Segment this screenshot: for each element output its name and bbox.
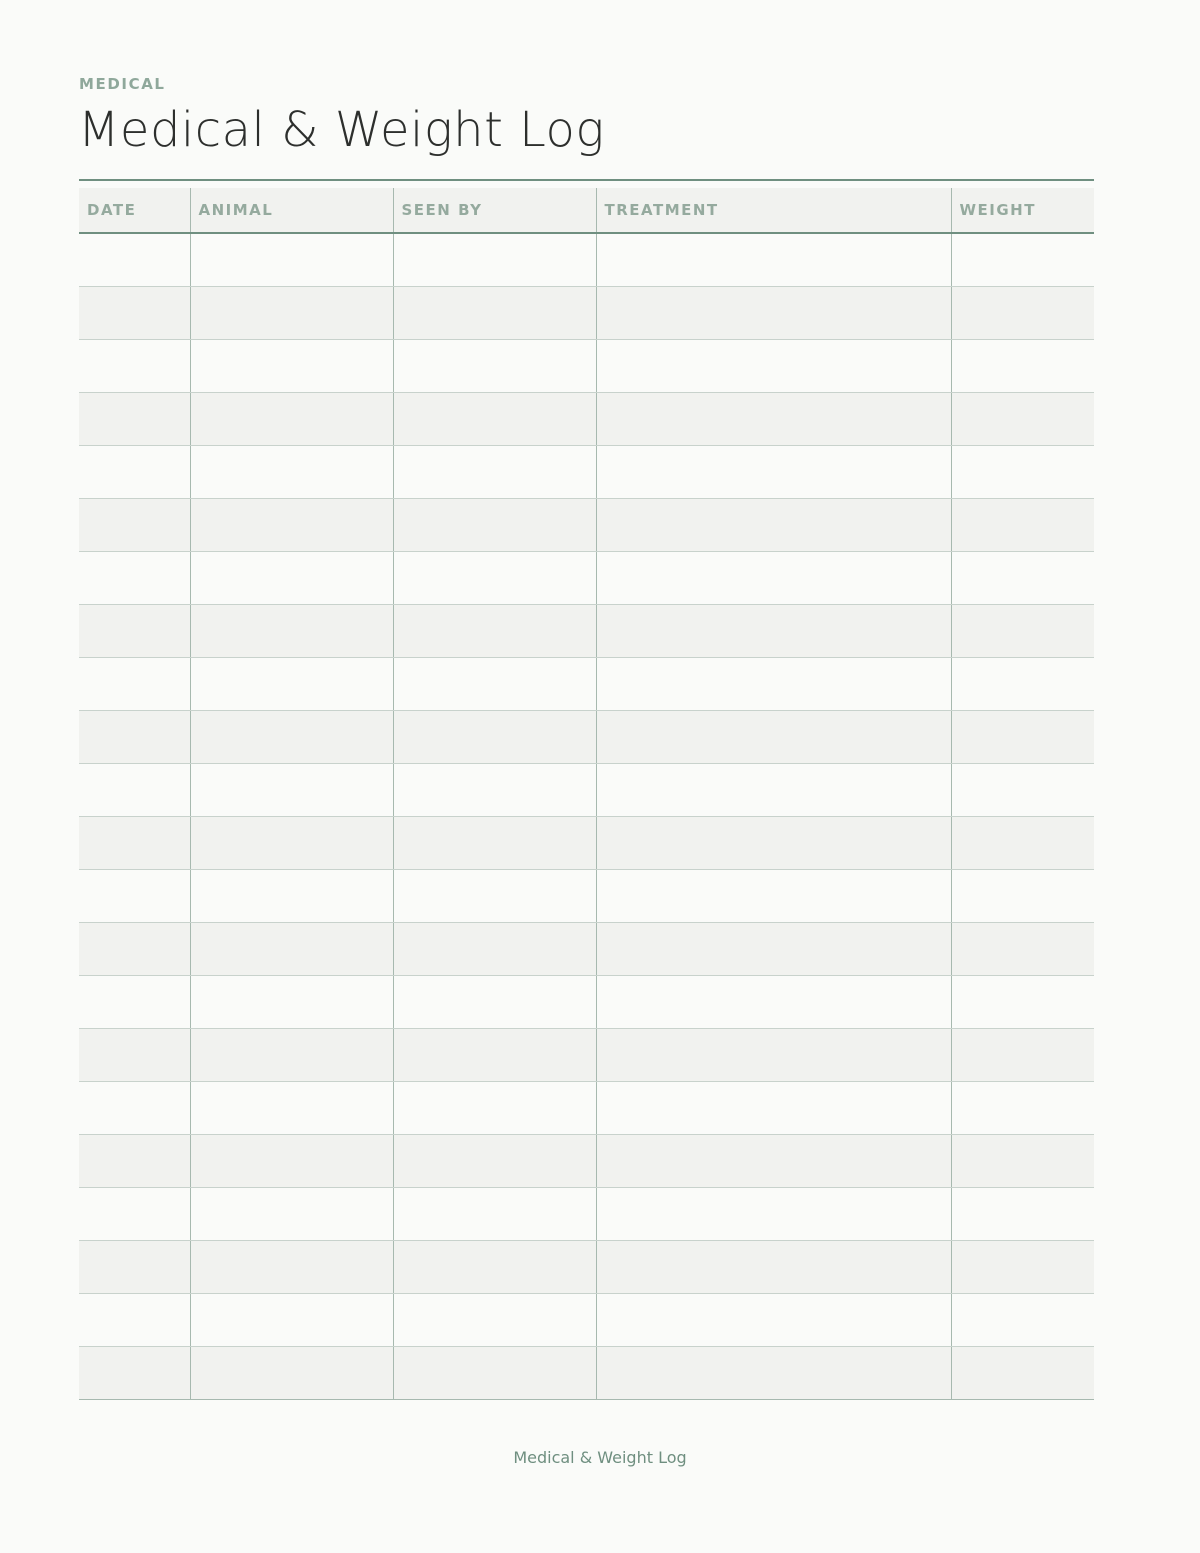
column-header-animal: ANIMAL xyxy=(190,188,393,233)
table-row xyxy=(79,922,1094,975)
page-footer: Medical & Weight Log xyxy=(513,1448,687,1467)
cell-seen-by[interactable] xyxy=(393,1187,596,1240)
cell-seen-by[interactable] xyxy=(393,1293,596,1346)
cell-seen-by[interactable] xyxy=(393,392,596,445)
cell-date[interactable] xyxy=(79,1346,190,1399)
cell-treatment[interactable] xyxy=(596,975,951,1028)
cell-weight[interactable] xyxy=(951,1240,1094,1293)
cell-date[interactable] xyxy=(79,922,190,975)
table-row xyxy=(79,1293,1094,1346)
cell-date[interactable] xyxy=(79,339,190,392)
cell-animal[interactable] xyxy=(190,1293,393,1346)
cell-seen-by[interactable] xyxy=(393,763,596,816)
table-row xyxy=(79,1187,1094,1240)
cell-seen-by[interactable] xyxy=(393,710,596,763)
table-row xyxy=(79,1134,1094,1187)
cell-treatment[interactable] xyxy=(596,551,951,604)
cell-animal[interactable] xyxy=(190,392,393,445)
cell-treatment[interactable] xyxy=(596,1187,951,1240)
cell-seen-by[interactable] xyxy=(393,445,596,498)
cell-weight[interactable] xyxy=(951,1293,1094,1346)
cell-seen-by[interactable] xyxy=(393,286,596,339)
cell-weight[interactable] xyxy=(951,869,1094,922)
column-header-treatment: TREATMENT xyxy=(596,188,951,233)
medical-weight-log-table xyxy=(79,188,1094,1400)
cell-treatment[interactable] xyxy=(596,233,951,286)
cell-seen-by[interactable] xyxy=(393,1346,596,1399)
cell-treatment[interactable] xyxy=(596,710,951,763)
cell-animal[interactable] xyxy=(190,869,393,922)
cell-treatment[interactable] xyxy=(596,922,951,975)
cell-weight[interactable] xyxy=(951,816,1094,869)
table-row xyxy=(79,1028,1094,1081)
table-row xyxy=(79,657,1094,710)
table-row xyxy=(79,975,1094,1028)
cell-weight[interactable] xyxy=(951,1134,1094,1187)
table-row xyxy=(79,286,1094,339)
table-row xyxy=(79,1346,1094,1399)
title-divider xyxy=(79,179,1094,181)
column-header-seen-by: SEEN BY xyxy=(393,188,596,233)
cell-seen-by[interactable] xyxy=(393,1081,596,1134)
cell-animal[interactable] xyxy=(190,1081,393,1134)
cell-weight[interactable] xyxy=(951,1346,1094,1399)
cell-weight[interactable] xyxy=(951,1187,1094,1240)
cell-date[interactable] xyxy=(79,1081,190,1134)
cell-seen-by[interactable] xyxy=(393,657,596,710)
cell-weight[interactable] xyxy=(951,763,1094,816)
table-row xyxy=(79,816,1094,869)
cell-animal[interactable] xyxy=(190,1028,393,1081)
cell-seen-by[interactable] xyxy=(393,922,596,975)
cell-seen-by[interactable] xyxy=(393,869,596,922)
cell-animal[interactable] xyxy=(190,604,393,657)
cell-treatment[interactable] xyxy=(596,763,951,816)
cell-weight[interactable] xyxy=(951,286,1094,339)
cell-date[interactable] xyxy=(79,286,190,339)
table-row xyxy=(79,604,1094,657)
table-row xyxy=(79,233,1094,286)
cell-treatment[interactable] xyxy=(596,1134,951,1187)
cell-treatment[interactable] xyxy=(596,498,951,551)
cell-animal[interactable] xyxy=(190,816,393,869)
cell-animal[interactable] xyxy=(190,657,393,710)
cell-seen-by[interactable] xyxy=(393,1240,596,1293)
cell-treatment[interactable] xyxy=(596,657,951,710)
cell-treatment[interactable] xyxy=(596,816,951,869)
cell-treatment[interactable] xyxy=(596,1028,951,1081)
cell-animal[interactable] xyxy=(190,1240,393,1293)
cell-treatment[interactable] xyxy=(596,339,951,392)
cell-animal[interactable] xyxy=(190,551,393,604)
table-row xyxy=(79,498,1094,551)
cell-seen-by[interactable] xyxy=(393,975,596,1028)
cell-date[interactable] xyxy=(79,816,190,869)
cell-treatment[interactable] xyxy=(596,445,951,498)
cell-treatment[interactable] xyxy=(596,604,951,657)
cell-date[interactable] xyxy=(79,392,190,445)
cell-weight[interactable] xyxy=(951,1028,1094,1081)
table-row xyxy=(79,392,1094,445)
cell-weight[interactable] xyxy=(951,392,1094,445)
cell-date[interactable] xyxy=(79,233,190,286)
section-label: MEDICAL xyxy=(79,75,166,93)
cell-weight[interactable] xyxy=(951,498,1094,551)
cell-date[interactable] xyxy=(79,498,190,551)
cell-date[interactable] xyxy=(79,657,190,710)
cell-weight[interactable] xyxy=(951,1081,1094,1134)
cell-animal[interactable] xyxy=(190,286,393,339)
cell-treatment[interactable] xyxy=(596,1293,951,1346)
cell-animal[interactable] xyxy=(190,975,393,1028)
cell-date[interactable] xyxy=(79,1187,190,1240)
table-row xyxy=(79,869,1094,922)
cell-treatment[interactable] xyxy=(596,1081,951,1134)
cell-weight[interactable] xyxy=(951,657,1094,710)
cell-animal[interactable] xyxy=(190,710,393,763)
column-header-date: DATE xyxy=(79,188,190,233)
cell-animal[interactable] xyxy=(190,922,393,975)
cell-date[interactable] xyxy=(79,975,190,1028)
cell-animal[interactable] xyxy=(190,498,393,551)
cell-animal[interactable] xyxy=(190,339,393,392)
table-row xyxy=(79,551,1094,604)
cell-weight[interactable] xyxy=(951,922,1094,975)
cell-date[interactable] xyxy=(79,710,190,763)
cell-seen-by[interactable] xyxy=(393,816,596,869)
cell-weight[interactable] xyxy=(951,339,1094,392)
cell-date[interactable] xyxy=(79,1293,190,1346)
cell-weight[interactable] xyxy=(951,551,1094,604)
cell-weight[interactable] xyxy=(951,445,1094,498)
cell-weight[interactable] xyxy=(951,233,1094,286)
cell-weight[interactable] xyxy=(951,710,1094,763)
cell-animal[interactable] xyxy=(190,1134,393,1187)
cell-seen-by[interactable] xyxy=(393,1134,596,1187)
cell-date[interactable] xyxy=(79,1240,190,1293)
cell-date[interactable] xyxy=(79,445,190,498)
cell-weight[interactable] xyxy=(951,604,1094,657)
cell-treatment[interactable] xyxy=(596,1346,951,1399)
cell-animal[interactable] xyxy=(190,445,393,498)
table-row xyxy=(79,1081,1094,1134)
cell-date[interactable] xyxy=(79,604,190,657)
cell-date[interactable] xyxy=(79,1028,190,1081)
cell-seen-by[interactable] xyxy=(393,604,596,657)
table-header-row xyxy=(79,188,1094,233)
cell-treatment[interactable] xyxy=(596,869,951,922)
cell-animal[interactable] xyxy=(190,233,393,286)
cell-weight[interactable] xyxy=(951,975,1094,1028)
cell-date[interactable] xyxy=(79,1134,190,1187)
table-row xyxy=(79,710,1094,763)
table-row xyxy=(79,445,1094,498)
cell-treatment[interactable] xyxy=(596,286,951,339)
cell-date[interactable] xyxy=(79,551,190,604)
cell-date[interactable] xyxy=(79,763,190,816)
column-header-weight: WEIGHT xyxy=(951,188,1094,233)
cell-seen-by[interactable] xyxy=(393,551,596,604)
cell-seen-by[interactable] xyxy=(393,233,596,286)
table-body xyxy=(79,233,1094,1399)
table-row xyxy=(79,763,1094,816)
cell-treatment[interactable] xyxy=(596,1240,951,1293)
cell-animal[interactable] xyxy=(190,763,393,816)
table-row xyxy=(79,339,1094,392)
cell-date[interactable] xyxy=(79,869,190,922)
table-row xyxy=(79,1240,1094,1293)
cell-treatment[interactable] xyxy=(596,392,951,445)
page-title: Medical & Weight Log xyxy=(78,102,605,158)
cell-seen-by[interactable] xyxy=(393,1028,596,1081)
cell-animal[interactable] xyxy=(190,1187,393,1240)
cell-seen-by[interactable] xyxy=(393,339,596,392)
cell-seen-by[interactable] xyxy=(393,498,596,551)
cell-animal[interactable] xyxy=(190,1346,393,1399)
